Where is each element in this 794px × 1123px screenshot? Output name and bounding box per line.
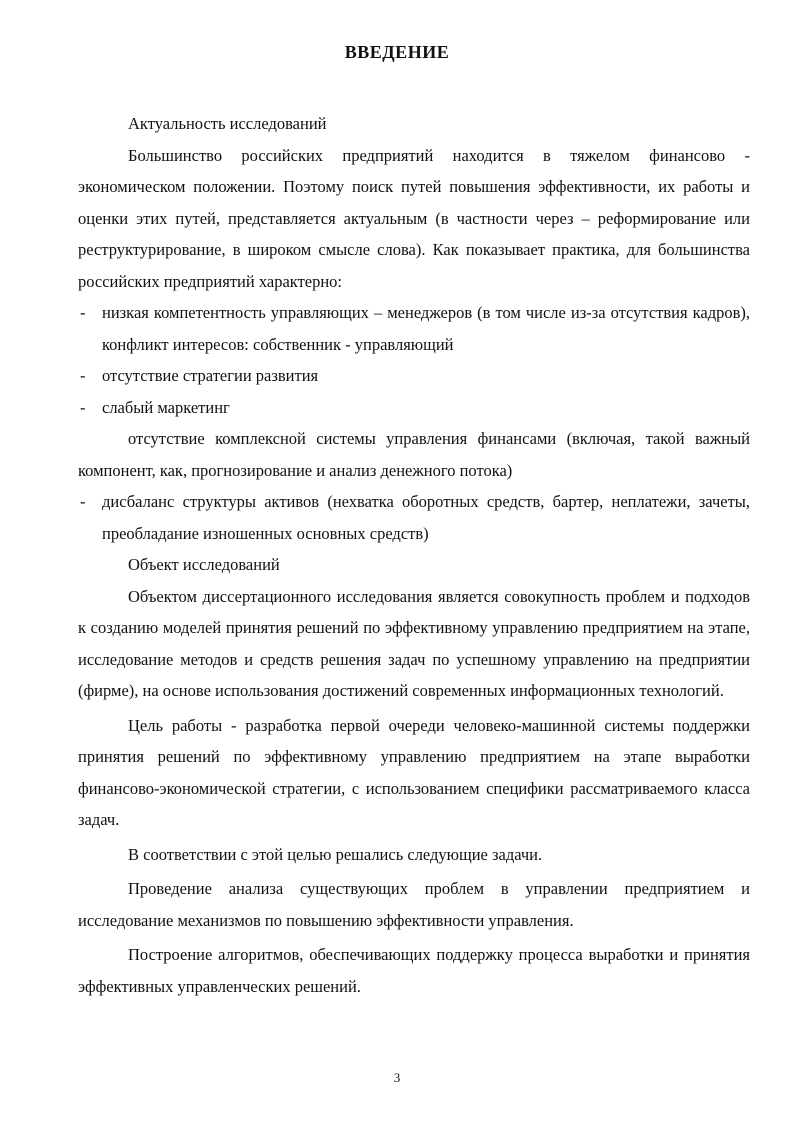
- tasks-paragraph: В соответствии с этой целью решались следующие задачи.: [128, 844, 543, 864]
- task2-paragraph: Построение алгоритмов, обеспечивающих поддержку процесса выработки и принятия эффективных управленческих решений.: [78, 945, 750, 996]
- task1-paragraph: Проведение анализа существующих проблем в управлении предприятием и исследование механизмов по повышению эффективности управления.: [78, 879, 750, 930]
- page-title: ВВЕДЕНИЕ: [344, 42, 450, 62]
- relevance-heading: Актуальность исследований: [128, 114, 327, 133]
- goal-paragraph: Цель работы - разработка первой очереди человеко-машинной системы поддержки принятия решений по эффективному управлению предприятием на этапе выработки финансово-экономической стратегии, с использованием специфики рассматриваемого класса задач.: [78, 715, 750, 829]
- page-number: 3: [393, 1070, 401, 1085]
- list-item-text: отсутствие стратегии развития: [102, 366, 319, 385]
- list-item: [78, 297, 750, 360]
- list-dash: -: [80, 397, 86, 417]
- finance-paragraph: отсутствие комплексной системы управления финансами (включая, такой важный компонент, как, прогнозирование и анализ денежного потока): [78, 429, 750, 480]
- document-body: [78, 108, 750, 1002]
- list-dash: -: [80, 303, 86, 322]
- list-item: [78, 486, 750, 549]
- intro-paragraph: Большинство российских предприятий находится в тяжелом финансово - экономическом положении. Поэтому поиск путей повышения эффективности, их работы и оценки этих путей, представляется актуальным (в частности через – реформирование или реструктурирование, в широком смысле слова). Как показывает практика, для большинства российских предприятий характерно:: [78, 145, 750, 291]
- list-item-text: низкая компетентность управляющих – менеджеров (в том числе из-за отсутствия кадров), конфликт интересов: собственник - управляющий: [102, 303, 750, 354]
- list-item: [78, 392, 750, 424]
- object-paragraph: Объектом диссертационного исследования является совокупность проблем и подходов к созданию моделей принятия решений по эффективному управлению предприятием на этапе, исследование методов и средств решения задач по успешному управлению на предприятии (фирме), на основе использования достижений современных информационных технологий.: [78, 586, 750, 700]
- list-item-text: дисбаланс структуры активов (нехватка оборотных средств, бартер, неплатежи, зачеты, преобладание изношенных основных средств): [102, 492, 750, 543]
- object-heading: Объект исследований: [128, 555, 280, 574]
- list-item-text: слабый маркетинг: [102, 397, 230, 417]
- list-item: [78, 360, 750, 392]
- list-dash: -: [80, 492, 86, 511]
- list-dash: -: [80, 366, 86, 385]
